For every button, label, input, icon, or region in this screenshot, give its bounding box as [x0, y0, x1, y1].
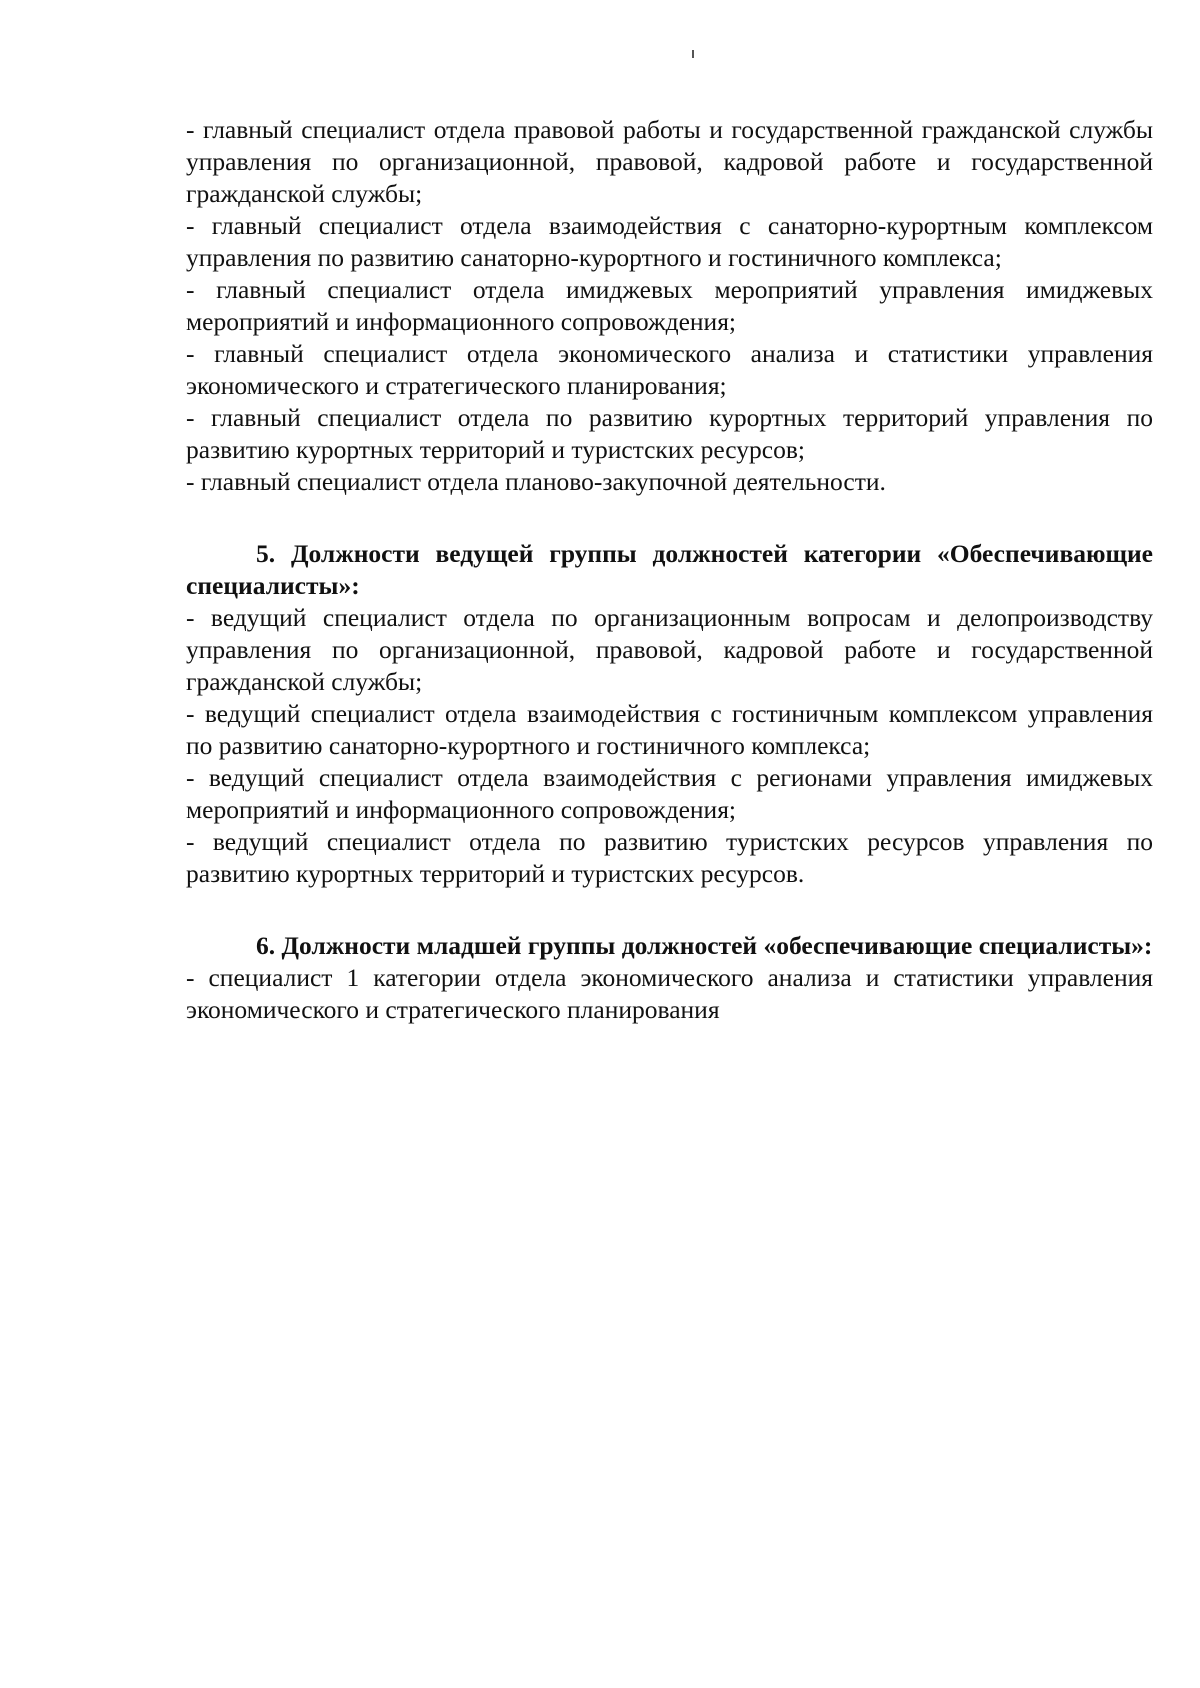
list-item: - ведущий специалист отдела взаимодействия с регионами управления имиджевых мероприятий и информационного сопровождения; — [186, 763, 1153, 824]
list-item: - главный специалист отдела взаимодействия с санаторно-курортным комплексом управления по развитию санаторно-курортного и гостиничного комплекса; — [186, 211, 1153, 272]
section-heading — [186, 930, 1153, 962]
list-item: - ведущий специалист отдела по организационным вопросам и делопроизводству управления по организационной, правовой, кадровой работе и государственной гражданской службы; — [186, 603, 1153, 696]
section-5 — [186, 538, 1153, 890]
list-item: - главный специалист отдела планово-закупочной деятельности. — [186, 467, 886, 496]
section-number: 5. — [256, 539, 276, 568]
section-number: 6. — [256, 931, 276, 960]
document-body — [186, 114, 1153, 1026]
list-item: - главный специалист отдела по развитию курортных территорий управления по развитию курортных территорий и туристских ресурсов; — [186, 403, 1153, 464]
list-item: - ведущий специалист отдела по развитию туристских ресурсов управления по развитию курортных территорий и туристских ресурсов. — [186, 827, 1153, 888]
list-item: - главный специалист отдела имиджевых мероприятий управления имиджевых мероприятий и информационного сопровождения; — [186, 275, 1153, 336]
section-heading — [186, 538, 1153, 602]
section-title: Должности ведущей группы должностей категории «Обеспечивающие специалисты»: — [186, 539, 1153, 600]
list-item: - ведущий специалист отдела взаимодействия с гостиничным комплексом управления по развитию санаторно-курортного и гостиничного комплекса; — [186, 699, 1153, 760]
intro-list — [186, 114, 1153, 498]
section-title: Должности младшей группы должностей «обеспечивающие специалисты»: — [281, 931, 1153, 960]
list-item: - специалист 1 категории отдела экономического анализа и статистики управления экономического и стратегического планирования — [186, 963, 1153, 1024]
list-item: - главный специалист отдела экономического анализа и статистики управления экономического и стратегического планирования; — [186, 339, 1153, 400]
list-item: - главный специалист отдела правовой работы и государственной гражданской службы управления по организационной, правовой, кадровой работе и государственной гражданской службы; — [186, 115, 1153, 208]
section-6 — [186, 930, 1153, 1026]
scan-mark — [692, 50, 694, 58]
